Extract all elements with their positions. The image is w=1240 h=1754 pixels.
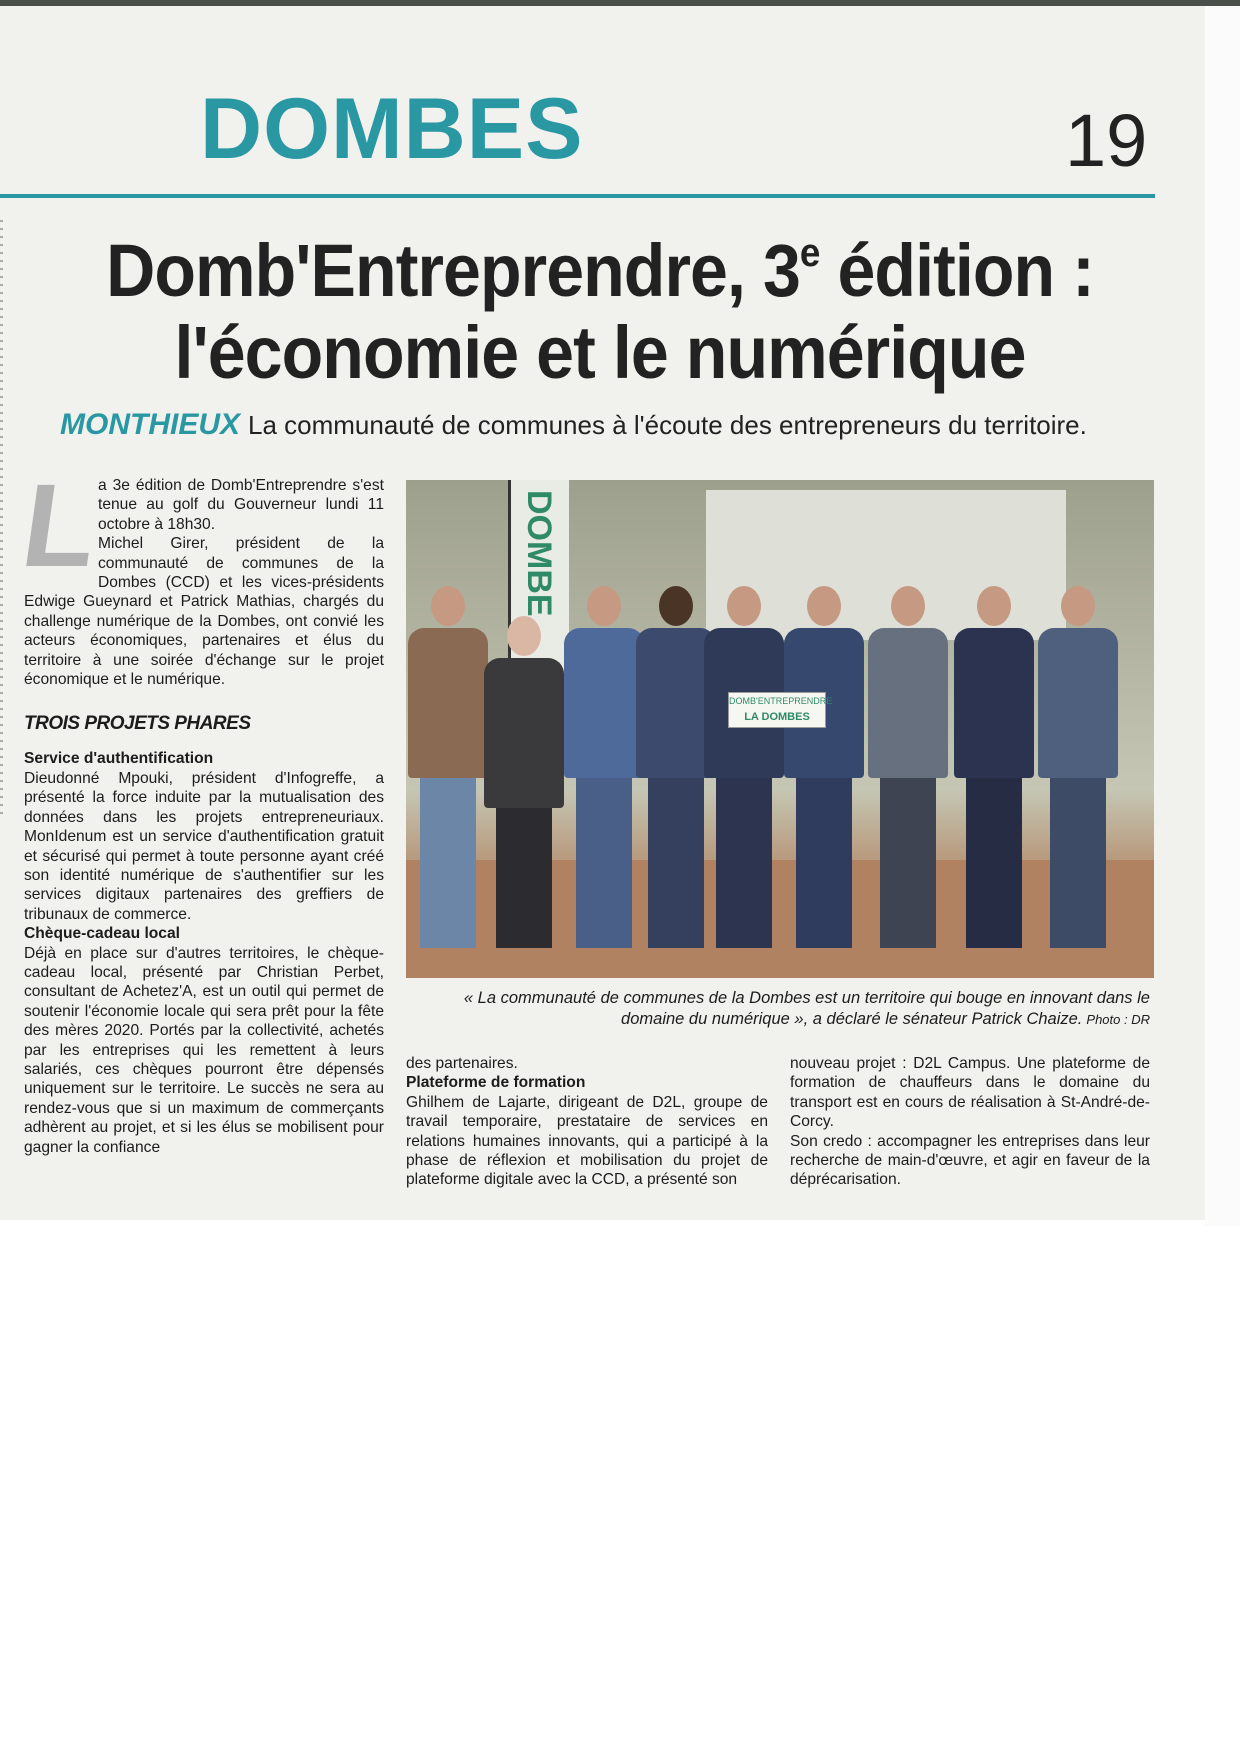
column-1 <box>14 460 384 1157</box>
drop-cap: L <box>14 460 106 592</box>
section-rule <box>0 194 1155 198</box>
person-silhouette <box>868 586 948 948</box>
subsection-text-3: Ghilhem de Lajarte, dirigeant de D2L, groupe de travail temporaire, prestataire de services en relations humaines innovants, qui a participé à la phase de réflexion et mobilisation du projet de plateforme digitale avec la CCD, a présenté son <box>406 1093 768 1189</box>
column-3-text-2: Son credo : accompagner les entreprises dans leur recherche de main-d'œuvre, et agir en faveur de la déprécarisation. <box>790 1132 1150 1189</box>
person-silhouette <box>954 586 1034 948</box>
article-headline <box>85 212 1115 394</box>
subsection-text-1: Dieudonné Mpouki, président d'Infogreffe, a présenté la force induite par la mutualisation des données dans les projets entrepreneuriaux. MonIdenum est un service d'authentification gratuit et sécurisé qui permet à toute personne ayant créé son identité numérique de s'authentifier sur les services digitaux partenaires des greffiers de tribunaux de commerce. <box>24 769 384 923</box>
column-2-continuation: des partenaires. <box>406 1055 518 1072</box>
photo-credit: Photo : DR <box>1086 1012 1150 1027</box>
scan-margin <box>1205 6 1240 1226</box>
subsection-title-2: Chèque-cadeau local <box>24 925 180 943</box>
article-kicker <box>60 408 1190 442</box>
perforation-edge <box>0 220 3 820</box>
person-silhouette <box>1038 586 1118 948</box>
column-3 <box>790 1054 1150 1190</box>
location-label: MONTHIEUX <box>60 408 240 441</box>
column-2 <box>406 1054 768 1190</box>
headline-part1: Domb'Entreprendre, 3 <box>106 229 800 312</box>
subsection-title-1: Service d'authentification <box>24 750 214 768</box>
person-silhouette <box>484 616 564 948</box>
section-heading: TROIS PROJETS PHARES <box>24 713 251 735</box>
intro-paragraph: a 3e édition de Domb'Entreprendre s'est tenue au golf du Gouverneur lundi 11 octobre à 18h30. <box>98 477 384 533</box>
banner-text: DOMBE <box>520 490 558 617</box>
event-sign <box>728 692 833 728</box>
person-silhouette <box>704 586 784 948</box>
subsection-text-2: Déjà en place sur d'autres territoires, le chèque-cadeau local, présenté par Christian Perbet, consultant de Achetez'A, est un outil qui permet de soutenir l'économie locale qui sera prêt pour la fête des mères 2020. Portés par la collectivité, achetés par les entreprises qui les remettent à leurs salariés, ces chèques pourront être dépensés uniquement sur le territoire. Le succès ne sera au rendez-vous que si un maximum de commerçants adhèrent au projet, et si les élus se mobilisent pour gagner la confiance <box>24 944 384 1156</box>
headline-line2: l'économie et le numérique <box>174 311 1026 394</box>
person-silhouette <box>564 586 644 948</box>
section-title: DOMBES <box>200 81 584 177</box>
article-subtitle: La communauté de communes à l'écoute des entrepreneurs du territoire. <box>248 410 1087 440</box>
column-3-text-1: nouveau projet : D2L Campus. Une plateforme de formation de chauffeurs dans le domaine du transport est en cours de réalisation à St-André-de-Corcy. <box>790 1055 1150 1131</box>
sign-line-1: DOMB'ENTREPRENDRE <box>729 696 833 706</box>
intro-paragraph-2: Michel Girer, président de la communauté de communes de la Dombes (CCD) et les vices-présidents Edwige Gueynard et Patrick Mathias, chargés du challenge numérique de la Dombes, ont convié les acteurs économiques, partenaires et élus du territoire à une soirée d'échange sur le projet économique et le numérique. <box>24 535 384 689</box>
page-number: 19 <box>1065 99 1148 182</box>
person-silhouette <box>784 586 864 948</box>
subsection-title-3: Plateforme de formation <box>406 1074 586 1092</box>
person-silhouette <box>408 586 488 948</box>
headline-part2: édition : <box>819 229 1094 312</box>
caption-text: « La communauté de communes de la Dombes est un territoire qui bouge en innovant dans le domaine du numérique », a déclaré le sénateur Patrick Chaize. <box>463 989 1150 1028</box>
headline-sup: e <box>799 231 820 275</box>
group-photo <box>406 480 1154 978</box>
sign-line-2: LA DOMBES <box>744 711 810 723</box>
photo-caption <box>406 988 1150 1030</box>
